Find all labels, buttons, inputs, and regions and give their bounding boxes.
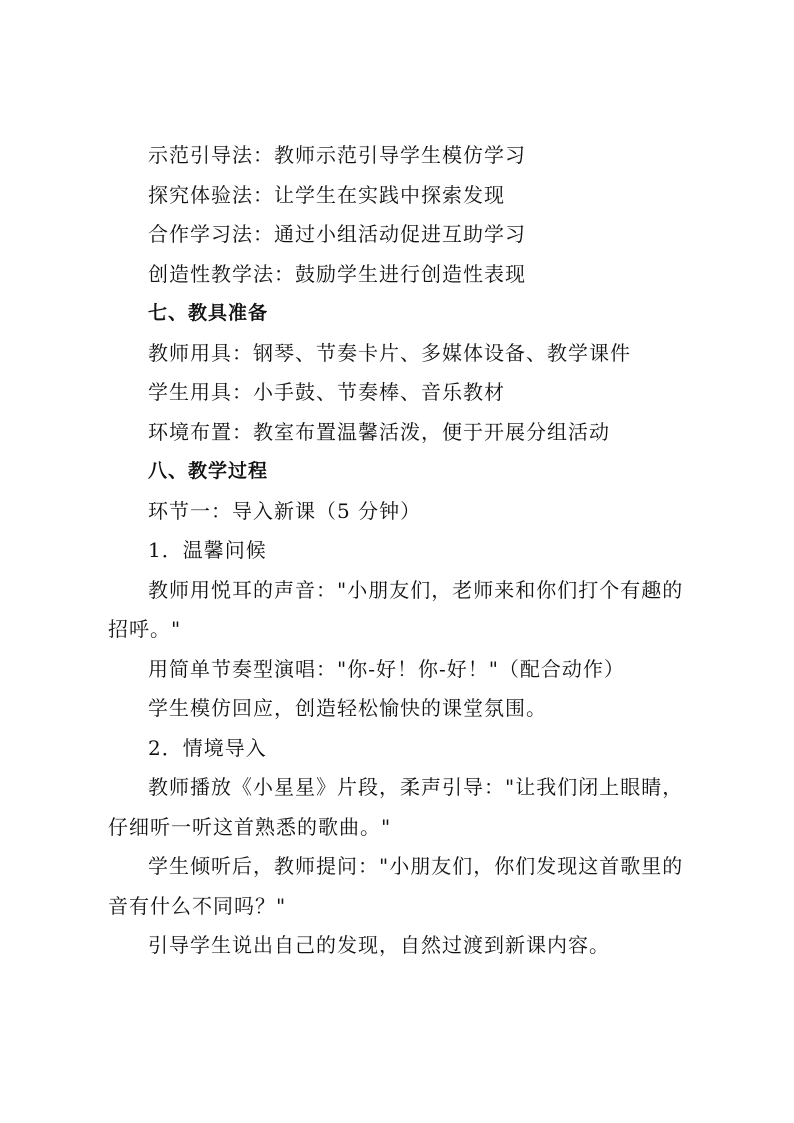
method-exploration: 探究体验法：让学生在实践中探索发现	[148, 182, 505, 207]
method-demonstration: 示范引导法：教师示范引导学生模仿学习	[148, 143, 526, 167]
sub-1-title: 1．温馨问候	[148, 538, 267, 562]
section-7-heading: 七、教具准备	[148, 302, 269, 324]
sub-2-title: 2．情境导入	[148, 735, 267, 760]
section-8-heading: 八、教学过程	[148, 460, 269, 482]
sub-1-paragraph-2: 用简单节奏型演唱："你-好！你-好！"（配合动作）	[148, 656, 625, 681]
sub-2-paragraph-1: 教师播放《小星星》片段，柔声引导："让我们闭上眼睛，仔细听一听这首熟悉的歌曲。"	[108, 775, 684, 839]
method-cooperation: 合作学习法：通过小组活动促进互助学习	[148, 222, 526, 246]
student-tools: 学生用具：小手鼓、节奏棒、音乐教材	[148, 380, 505, 404]
page-content	[108, 136, 698, 966]
sub-2-paragraph-3: 引导学生说出自己的发现，自然过渡到新课内容。	[148, 933, 610, 957]
sub-1-paragraph-1: 教师用悦耳的声音："小朋友们，老师来和你们打个有趣的招呼。"	[108, 577, 684, 641]
method-creative: 创造性教学法：鼓励学生进行创造性表现	[148, 261, 526, 286]
environment-setup: 环境布置：教室布置温馨活泼，便于开展分组活动	[148, 419, 610, 444]
stage-1-title: 环节一：导入新课（5 分钟）	[148, 498, 422, 523]
sub-2-paragraph-2: 学生倾听后，教师提问："小朋友们，你们发现这首歌里的音有什么不同吗？"	[108, 854, 684, 918]
teacher-tools: 教师用具：钢琴、节奏卡片、多媒体设备、教学课件	[148, 340, 631, 365]
sub-1-paragraph-3: 学生模仿回应，创造轻松愉快的课堂氛围。	[148, 696, 547, 720]
